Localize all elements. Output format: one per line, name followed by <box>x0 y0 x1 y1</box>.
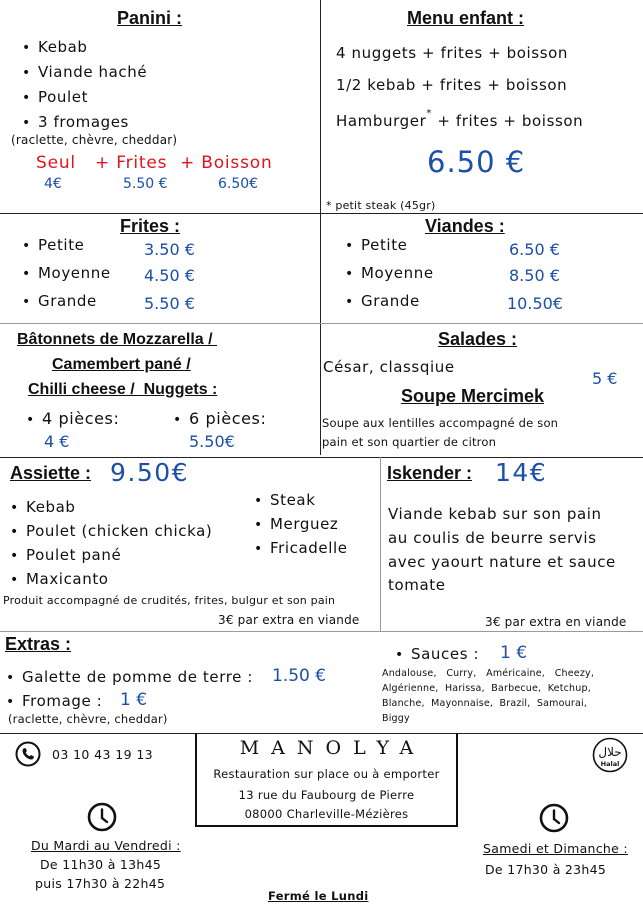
assiette-item: • Steak <box>254 491 316 509</box>
viandes-item: • Moyenne <box>345 264 434 282</box>
salades-title: Salades : <box>438 329 518 349</box>
extras-sauces-line: Andalouse, Curry, Américaine, Cheezy, <box>382 668 595 679</box>
halal-badge-icon <box>592 737 628 773</box>
salades-price: 5 € <box>592 369 618 388</box>
closed-day-notice: Fermé le Lundi <box>268 889 369 903</box>
frites-price: 3.50 € <box>144 240 195 259</box>
assiette-item: • Poulet (chicken chicka) <box>10 522 212 540</box>
panini-item: • Poulet <box>22 88 88 106</box>
extras-title: Extras : <box>5 634 72 654</box>
clock-icon <box>539 803 569 833</box>
panini-price-seul: 4€ <box>44 176 62 192</box>
assiette-item: • Merguez <box>254 515 338 533</box>
iskender-description-line: avec yaourt nature et sauce <box>388 553 616 571</box>
assiette-extra: 3€ par extra en viande <box>218 613 360 627</box>
soupe-description-line1: Soupe aux lentilles accompagné de son <box>322 416 559 430</box>
extras-fromage-note: (raclette, chèvre, cheddar) <box>8 712 168 726</box>
frites-title: Frites : <box>120 216 181 236</box>
extras-sauces-line: Biggy <box>382 713 410 724</box>
divider-row1 <box>0 213 643 214</box>
assiette-title: Assiette : <box>10 463 92 483</box>
assiette-item: • Kebab <box>10 498 76 516</box>
menu-enfant-hamburger-suffix: + frites + boisson <box>437 112 584 130</box>
frites-item: • Moyenne <box>22 264 111 282</box>
iskender-extra: 3€ par extra en viande <box>485 615 627 629</box>
assiette-item: • Fricadelle <box>254 539 348 557</box>
phone-number[interactable]: 03 10 43 19 13 <box>52 747 154 762</box>
restaurant-address-line1: 13 rue du Faubourg de Pierre <box>238 788 415 802</box>
extras-sauces-price: 1 € <box>500 643 528 663</box>
panini-cheese-note: (raclette, chèvre, cheddar) <box>11 133 178 147</box>
divider-row2 <box>0 323 643 324</box>
salades-description: César, classqiue <box>323 358 455 376</box>
soupe-title: Soupe Mercimek <box>401 386 545 406</box>
viandes-price: 8.50 € <box>509 266 560 285</box>
batonnets-price-4: 4 € <box>44 432 70 451</box>
menu-enfant-price: 6.50 € <box>427 145 526 179</box>
batonnets-title-line3: Chilli cheese / Nuggets : <box>28 381 218 398</box>
extras-item-fromage: • Fromage : <box>6 692 102 710</box>
weekday-hours-line1: De 11h30 à 13h45 <box>40 857 162 872</box>
frites-item: • Petite <box>22 236 85 254</box>
batonnets-title-line2: Camembert pané / <box>52 356 191 373</box>
divider-iskender <box>380 457 381 632</box>
phone-icon <box>15 741 41 767</box>
divider-top-vertical <box>320 0 321 455</box>
restaurant-tagline: Restauration sur place ou à emporter <box>213 767 440 781</box>
soupe-description-line2: pain et son quartier de citron <box>322 435 497 449</box>
viandes-price: 10.50€ <box>507 294 563 313</box>
extras-item-galette: • Galette de pomme de terre : <box>6 668 253 686</box>
panini-title: Panini : <box>117 8 183 28</box>
panini-item: • 3 fromages <box>22 113 129 131</box>
frites-price: 4.50 € <box>144 266 195 285</box>
iskender-title: Iskender : <box>387 463 473 483</box>
restaurant-name: MANOLYA <box>239 737 426 759</box>
extras-price-fromage: 1 € <box>120 690 148 710</box>
iskender-price: 14€ <box>495 458 548 487</box>
menu-enfant-title: Menu enfant : <box>407 8 524 28</box>
panini-price-frites: 5.50 € <box>123 176 168 192</box>
weekday-hours-line2: puis 17h30 à 22h45 <box>35 876 166 891</box>
weekday-hours-title: Du Mardi au Vendredi : <box>31 838 181 853</box>
halal-arabic-text: حلال <box>598 745 622 759</box>
frites-item: • Grande <box>22 292 97 310</box>
menu-enfant-item: 4 nuggets + frites + boisson <box>336 44 569 62</box>
panini-item: • Viande haché <box>22 63 147 81</box>
menu-enfant-item <box>336 108 584 130</box>
extras-price-galette: 1.50 € <box>272 666 327 686</box>
weekend-hours-title: Samedi et Dimanche : <box>483 841 628 856</box>
viandes-item: • Grande <box>345 292 420 310</box>
iskender-description-line: tomate <box>388 576 446 594</box>
viandes-item: • Petite <box>345 236 408 254</box>
frites-price: 5.50 € <box>144 294 195 313</box>
menu-enfant-asterisk: * <box>426 108 432 119</box>
menu-enfant-item: 1/2 kebab + frites + boisson <box>336 76 568 94</box>
halal-label-text: Halal <box>600 760 620 768</box>
weekend-hours-line1: De 17h30 à 23h45 <box>485 862 607 877</box>
panini-formula-boisson: + Boisson <box>180 153 273 173</box>
menu-enfant-hamburger: Hamburger <box>336 112 427 130</box>
viandes-title: Viandes : <box>425 216 505 236</box>
assiette-item: • Maxicanto <box>10 570 109 588</box>
batonnets-option-6: • 6 pièces: <box>173 409 266 428</box>
assiette-price: 9.50€ <box>110 458 190 487</box>
panini-item: • Kebab <box>22 38 88 56</box>
iskender-description-line: au coulis de beurre servis <box>388 529 597 547</box>
assiette-item: • Poulet pané <box>10 546 121 564</box>
panini-formula-frites: + Frites <box>95 153 168 173</box>
extras-sauces-line: Algérienne, Harissa, Barbecue, Ketchup, <box>382 683 591 694</box>
batonnets-price-6: 5.50€ <box>189 432 235 451</box>
iskender-description-line: Viande kebab sur son pain <box>388 505 602 523</box>
clock-icon <box>87 802 117 832</box>
extras-sauces-line: Blanche, Mayonnaise, Brazil, Samourai, <box>382 698 588 709</box>
panini-price-boisson: 6.50€ <box>218 176 259 192</box>
viandes-price: 6.50 € <box>509 240 560 259</box>
divider-row4 <box>0 631 643 632</box>
restaurant-address-line2: 08000 Charleville-Mézières <box>244 807 409 821</box>
panini-formula-seul: Seul <box>36 153 76 173</box>
assiette-note: Produit accompagné de crudités, frites, bulgur et son pain <box>3 594 336 607</box>
extras-sauces-label: • Sauces : <box>395 645 479 663</box>
batonnets-option-4: • 4 pièces: <box>26 409 119 428</box>
batonnets-title-line1: Bâtonnets de Mozzarella / <box>17 331 218 348</box>
menu-enfant-footnote: * petit steak (45gr) <box>326 199 436 212</box>
